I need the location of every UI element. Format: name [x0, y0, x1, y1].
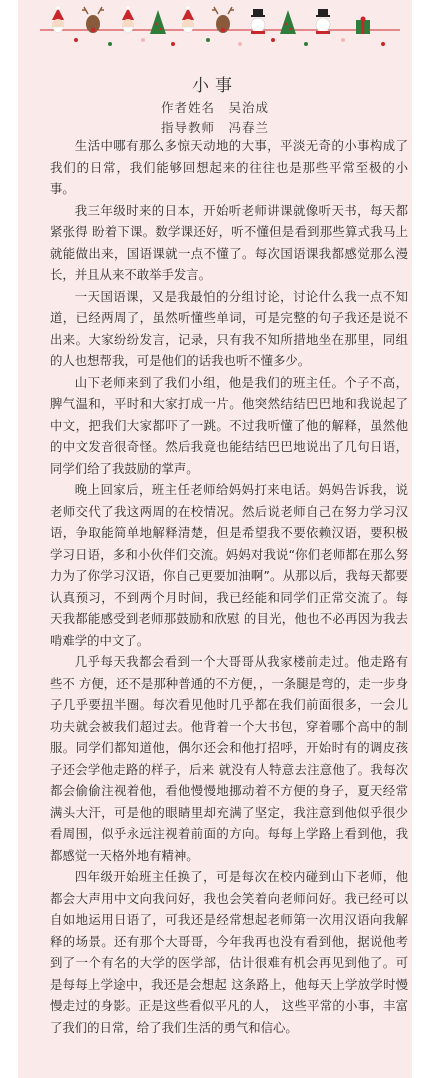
holly-icon — [171, 42, 175, 46]
santa-icon — [52, 6, 64, 32]
holly-icon — [271, 38, 275, 42]
holly-icon — [238, 42, 242, 46]
santa-icon — [182, 6, 194, 32]
santa-icon — [122, 6, 134, 32]
document-header — [18, 74, 412, 138]
snowman-icon — [316, 9, 330, 34]
paragraph: 四年级开始班主任换了，可是每次在校内碰到山下老师，他都会大声用中文向我问好，我也会笑着向老师问好。我已经可以自如地运用日语了，可我还是经常想起老师第一次用汉语向我解释的场景。还有那个大哥哥，今年我再也没有看到他，据说他考到了一个有名的大学的医学部，估计很难有机会再见到他了。可是每每上学途中，我还是会想起 这条路上，他每天上学放学时慢慢走过的身影。正是这些看似平凡的人， 这些平常的小事，丰富了我们的日常，给了我们生活的勇气和信心。 — [50, 869, 408, 1035]
reindeer-icon — [82, 7, 104, 33]
paragraph: 生活中哪有那么多惊天动地的大事，平淡无奇的小事构成了我们的日常，我们能够回想起来的往往也是那些平常至极的小事。 — [50, 138, 408, 196]
holly-icon — [108, 42, 112, 46]
christmas-tree-icon — [150, 10, 166, 34]
paragraph: 一天国语课，又是我最怕的分组讨论，讨论什么我一点不知道，已经两周了，虽然听懂些单词，可是完整的句子我还是说不出来。大家纷纷发言，记录，只有我不知所措地坐在那里，同组的人也想帮我，可是他们的话我也听不懂多少。 — [50, 288, 408, 368]
paragraph: 我三年级时来的日本，开始听老师讲课就像听天书，每天都紧张得 盼着下课。数学课还好，听不懂但是看到那些算式我马上就能做出来，国语课就一点不懂了。每次国语课我都感觉那么漫长，并且从来不敢举手发言。 — [50, 202, 408, 282]
paragraph: 山下老师来到了我们小组，他是我们的班主任。个子不高，脾气温和，平时和大家打成一片。他突然结结巴巴地和我说起了中文，把我们大家都吓了一跳。不过我听懂了他的解释，虽然他的中文发音很奇怪。然后我竟也能结结巴巴地说出了几句日语，同学们给了我鼓励的掌声。 — [50, 374, 408, 476]
holly-icon — [74, 38, 78, 42]
paragraph: 晚上回家后，班主任老师给妈妈打来电话。妈妈告诉我，说老师交代了我这两周的在校情况。然后说老师自己在努力学习汉语，争取能简单地解释清楚，但是希望我不要依赖汉语，要积极学习日语，多和小伙伴们交流。妈妈对我说“你们老师都在那么努力为了你学习汉语，你自己更要加油啊”。从那以后，我每天都要认真预习，不到两个月时间，我已经能和同学们正常交流了。每天我都能感受到老师那鼓励和欣慰 的目光，他也不必再因为我去啃难学的中文了。 — [50, 482, 408, 648]
christmas-banner — [18, 0, 412, 60]
paragraph: 几乎每天我都会看到一个大哥哥从我家楼前走过。他走路有些不 方便，还不是那种普通的不方便，，一条腿是弯的，走一步身子几乎要扭半圈。每次看见他时几乎都在我们前面很多，一会儿功夫就会被我们超过去。他背着一个大书包，穿着哪个高中的制服。同学们都知道他，偶尔还会和他打招呼，开始时有的调皮孩子还会学他走路的样子，后来 就没有人特意去注意他了。我每次都会偷偷注视着他，看他慢慢地挪动着不方便的身子，夏天经常满头大汗，可是他的眼睛里却充满了坚定，我注意到他似乎很少看周围，似乎永远注视着前面的方向。每每上学路上看到他，我都感觉一天格外地有精神。 — [50, 654, 408, 863]
paper-sheet — [18, 0, 412, 1078]
essay-body — [50, 135, 408, 1038]
holly-icon — [206, 38, 210, 42]
holly-icon — [304, 42, 308, 46]
holly-icon — [381, 42, 385, 46]
teacher-line: 指导教师 冯春兰 — [160, 120, 269, 135]
holly-icon — [141, 38, 145, 42]
author-line: 作者姓名 吴治成 — [160, 100, 269, 115]
document-title: 小事 — [192, 76, 238, 96]
reindeer-icon — [212, 7, 234, 33]
gift-icon — [356, 17, 370, 35]
holly-icon — [341, 38, 345, 42]
snowman-icon — [251, 9, 265, 34]
christmas-tree-icon — [280, 10, 296, 34]
